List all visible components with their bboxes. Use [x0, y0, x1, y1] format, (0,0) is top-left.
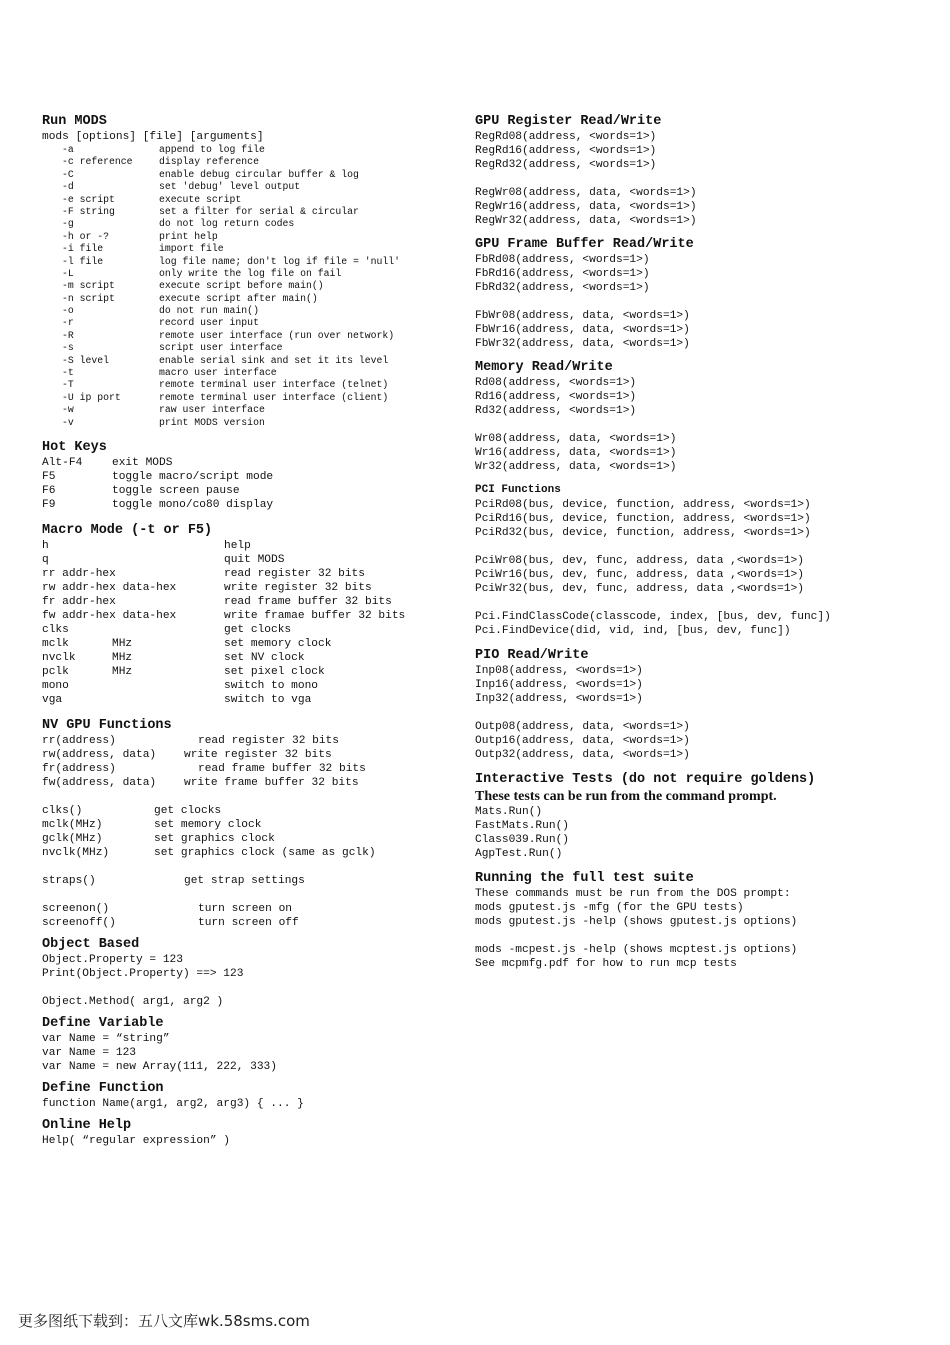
option-flag: -t: [62, 367, 74, 379]
option-flag: -s: [62, 342, 74, 354]
option-desc: set 'debug' level output: [159, 181, 301, 193]
option-desc: import file: [159, 243, 224, 255]
option-desc: append to log file: [159, 144, 265, 155]
nv-fn: rw(address, data): [42, 748, 157, 761]
nv-clock-list: [42, 804, 462, 860]
option-flag: -U ip port: [62, 391, 121, 403]
full-suite-section: [475, 870, 935, 971]
table-row: [42, 194, 462, 206]
nv-desc: set memory clock: [154, 818, 262, 831]
table-row: [42, 317, 462, 329]
option-desc: do not run main(): [159, 305, 259, 317]
table-row: [42, 832, 462, 846]
pci-section: [475, 482, 935, 638]
option-desc: enable serial sink and set it its level: [159, 354, 389, 366]
code-line: These commands must be run from the DOS prompt:: [475, 888, 791, 900]
object-based-section: [42, 936, 462, 1009]
footer-watermark: 更多图纸下载到：五八文库wk.58sms.com: [18, 1312, 310, 1330]
option-flag: -v: [62, 416, 74, 428]
code-line: Inp08(address, <words=1>): [475, 665, 643, 677]
define-function-section: [42, 1080, 462, 1111]
code-line: FbWr08(address, data, <words=1>): [475, 310, 690, 322]
full-suite-lines: [475, 887, 935, 971]
hot-keys-section: [42, 439, 462, 512]
section-title: Online Help: [42, 1117, 132, 1133]
table-row: [42, 355, 462, 367]
macro-desc: read register 32 bits: [224, 567, 365, 580]
option-flag: -a: [62, 144, 74, 155]
option-desc: remote terminal user interface (telnet): [159, 379, 389, 391]
option-flag: -c reference: [62, 156, 133, 168]
code-line: [475, 172, 935, 186]
code-line: Outp08(address, data, <words=1>): [475, 721, 690, 733]
hot-keys-list: [42, 456, 462, 512]
code-line: Outp16(address, data, <words=1>): [475, 735, 690, 747]
pci-lines: [475, 498, 935, 638]
section-title: GPU Frame Buffer Read/Write: [475, 237, 694, 252]
hot-key-desc: toggle macro/script mode: [112, 470, 274, 483]
nv-screen-list: [42, 902, 462, 930]
code-line: FbWr32(address, data, <words=1>): [475, 338, 690, 350]
code-line: Pci.FindClassCode(classcode, index, [bus, dev, func]): [475, 611, 831, 623]
code-line: FbWr16(address, data, <words=1>): [475, 324, 690, 336]
table-row: [42, 748, 462, 762]
macro-desc: write register 32 bits: [224, 581, 372, 594]
frame-buffer-lines: [475, 253, 935, 351]
table-row: [42, 280, 462, 292]
option-flag: -m script: [62, 280, 115, 292]
nv-fn: rr(address): [42, 734, 116, 747]
code-line: Mats.Run(): [475, 806, 543, 818]
macro-list: [42, 539, 462, 707]
table-row: [42, 268, 462, 280]
code-line: Rd32(address, <words=1>): [475, 405, 637, 417]
code-line: FastMats.Run(): [475, 820, 569, 832]
section-title: Run MODS: [42, 114, 107, 129]
code-line: [475, 418, 935, 432]
option-desc: execute script before main(): [159, 280, 324, 292]
macro-desc: write framae buffer 32 bits: [224, 609, 406, 622]
option-flag: -e script: [62, 193, 115, 205]
table-row: [42, 804, 462, 818]
table-row: [42, 567, 462, 581]
table-row: [42, 553, 462, 567]
macro-desc: set pixel clock: [224, 665, 325, 678]
code-line: function Name(arg1, arg2, arg3) { ... }: [42, 1097, 304, 1110]
memory-section: [475, 359, 935, 474]
table-row: [42, 637, 462, 651]
pio-section: [475, 647, 935, 762]
code-line: PciWr16(bus, dev, func, address, data ,<words=1>): [475, 569, 804, 581]
option-desc: execute script after main(): [159, 292, 318, 304]
option-desc: record user input: [159, 317, 259, 329]
table-row: [42, 392, 462, 404]
hot-key-desc: exit MODS: [112, 456, 173, 469]
gpu-frame-buffer-section: [475, 236, 935, 351]
table-row: [42, 581, 462, 595]
code-line: FbRd08(address, <words=1>): [475, 254, 650, 266]
code-line: Help( “regular expression” ): [42, 1134, 230, 1147]
macro-cmd: rw addr-hex data-hex: [42, 581, 177, 594]
code-line: RegWr32(address, data, <words=1>): [475, 215, 697, 227]
option-flag: -l file: [62, 255, 104, 267]
code-line: var Name = 123: [42, 1046, 136, 1059]
table-row: [42, 218, 462, 230]
code-line: [475, 540, 935, 554]
option-flag: -n script: [62, 292, 115, 304]
hot-key-desc: toggle mono/co80 display: [112, 498, 274, 511]
nv-desc: write register 32 bits: [184, 748, 332, 761]
code-line: [475, 706, 935, 720]
code-line: mods gputest.js -help (shows gputest.js options): [475, 916, 798, 928]
hot-key: F5: [42, 470, 56, 483]
option-flag: -r: [62, 317, 74, 329]
code-line: Inp32(address, <words=1>): [475, 693, 643, 705]
code-line: Wr32(address, data, <words=1>): [475, 461, 677, 473]
macro-mode-section: [42, 522, 462, 707]
nv-desc: turn screen off: [198, 916, 299, 929]
macro-cmd: fr addr-hex: [42, 595, 116, 608]
code-line: [42, 981, 462, 995]
table-row: [42, 776, 462, 790]
section-title: Macro Mode (-t or F5): [42, 522, 213, 538]
table-row: [42, 144, 462, 156]
table-row: [42, 456, 462, 470]
table-row: [42, 243, 462, 255]
nv-desc: read register 32 bits: [198, 734, 339, 747]
gpu-register-lines: [475, 130, 935, 228]
code-line: Wr16(address, data, <words=1>): [475, 447, 677, 459]
code-line: Print(Object.Property) ==> 123: [42, 967, 244, 980]
code-line: FbRd16(address, <words=1>): [475, 268, 650, 280]
nv-fn: clks(): [42, 804, 83, 817]
code-line: mods gputest.js -mfg (for the GPU tests): [475, 902, 744, 914]
section-title: PCI Functions: [475, 484, 561, 496]
table-row: [42, 379, 462, 391]
option-desc: do not log return codes: [159, 218, 295, 230]
macro-desc: switch to mono: [224, 679, 318, 692]
table-row: [42, 916, 462, 930]
table-row: [42, 498, 462, 512]
option-desc: display reference: [159, 156, 259, 168]
macro-cmd: nvclk: [42, 651, 76, 664]
option-flag: -C: [62, 168, 74, 180]
macro-cmd: mono: [42, 679, 69, 692]
option-desc: set a filter for serial & circular: [159, 205, 359, 217]
code-line: PciWr32(bus, dev, func, address, data ,<words=1>): [475, 583, 804, 595]
option-flag: -R: [62, 329, 74, 341]
code-line: [475, 596, 935, 610]
nv-fn: fr(address): [42, 762, 116, 775]
code-line: See mcpmfg.pdf for how to run mcp tests: [475, 958, 737, 970]
nv-desc: set graphics clock (same as gclk): [154, 846, 376, 859]
macro-desc: quit MODS: [224, 553, 285, 566]
macro-desc: set memory clock: [224, 637, 332, 650]
code-line: PciWr08(bus, dev, func, address, data ,<words=1>): [475, 555, 804, 567]
section-title: Hot Keys: [42, 439, 107, 455]
code-line: Object.Property = 123: [42, 953, 183, 966]
macro-cmd: q: [42, 553, 49, 566]
section-title: Define Function: [42, 1080, 164, 1096]
object-lines: [42, 953, 462, 1009]
option-desc: remote user interface (run over network): [159, 329, 395, 341]
memory-lines: [475, 376, 935, 474]
table-row: [42, 206, 462, 218]
table-row: [42, 169, 462, 181]
section-title: Memory Read/Write: [475, 360, 613, 375]
macro-cmd: rr addr-hex: [42, 567, 116, 580]
table-row: [42, 181, 462, 193]
option-flag: -S level: [62, 354, 110, 366]
option-flag: -i file: [62, 243, 104, 255]
table-row: [42, 470, 462, 484]
nv-desc: read frame buffer 32 bits: [198, 762, 366, 775]
section-title: GPU Register Read/Write: [475, 114, 662, 129]
run-mods-section: [42, 113, 462, 429]
section-title: Object Based: [42, 936, 140, 952]
code-line: PciRd08(bus, device, function, address, <words=1>): [475, 499, 811, 511]
table-row: [42, 156, 462, 168]
table-row: [42, 484, 462, 498]
code-line: Outp32(address, data, <words=1>): [475, 749, 690, 761]
table-row: [42, 609, 462, 623]
table-row: [42, 665, 462, 679]
nv-fn: fw(address, data): [42, 776, 157, 789]
table-row: [42, 539, 462, 553]
usage-line: mods [options] [file] [arguments]: [42, 131, 264, 143]
macro-desc: set NV clock: [224, 651, 305, 664]
code-line: [475, 929, 935, 943]
code-line: Pci.FindDevice(did, vid, ind, [bus, dev, func]): [475, 625, 791, 637]
option-flag: -o: [62, 305, 74, 317]
option-flag: -h or -?: [62, 230, 110, 242]
section-title: Define Variable: [42, 1015, 164, 1031]
section-title: PIO Read/Write: [475, 648, 589, 663]
hot-key-desc: toggle screen pause: [112, 484, 240, 497]
variable-lines: [42, 1032, 462, 1074]
table-row: [42, 734, 462, 748]
option-flag: -F string: [62, 205, 115, 217]
option-desc: only write the log file on fail: [159, 267, 342, 279]
nv-desc: set graphics clock: [154, 832, 275, 845]
code-line: Wr08(address, data, <words=1>): [475, 433, 677, 445]
table-row: [42, 846, 462, 860]
option-desc: raw user interface: [159, 404, 265, 416]
option-desc: enable debug circular buffer & log: [159, 168, 359, 180]
section-title: NV GPU Functions: [42, 717, 172, 733]
nv-desc: turn screen on: [198, 902, 292, 915]
nv-fn: screenoff(): [42, 916, 116, 929]
macro-cmd: h: [42, 539, 49, 552]
option-flag: -L: [62, 267, 74, 279]
macro-arg: MHz: [112, 665, 133, 678]
table-row: [42, 417, 462, 429]
code-line: RegRd16(address, <words=1>): [475, 145, 657, 157]
nv-fn: screenon(): [42, 902, 110, 915]
option-flag: -d: [62, 181, 74, 193]
section-subtitle: These tests can be run from the command prompt.: [475, 789, 777, 804]
code-line: var Name = new Array(111, 222, 333): [42, 1060, 277, 1073]
table-row: [42, 623, 462, 637]
option-desc: print MODS version: [159, 416, 265, 428]
code-line: Rd08(address, <words=1>): [475, 377, 637, 389]
code-line: var Name = “string”: [42, 1032, 170, 1045]
hot-key: Alt-F4: [42, 456, 83, 469]
table-row: [42, 693, 462, 707]
code-line: RegRd32(address, <words=1>): [475, 159, 657, 171]
hot-key: F6: [42, 484, 56, 497]
macro-arg: MHz: [112, 637, 133, 650]
function-lines: [42, 1097, 462, 1111]
code-line: RegRd08(address, <words=1>): [475, 131, 657, 143]
macro-desc: get clocks: [224, 623, 292, 636]
macro-arg: MHz: [112, 651, 133, 664]
hot-key: F9: [42, 498, 56, 511]
online-help-section: [42, 1117, 462, 1148]
table-row: [42, 367, 462, 379]
table-row: [42, 342, 462, 354]
option-desc: script user interface: [159, 342, 283, 354]
macro-desc: switch to vga: [224, 693, 312, 706]
pio-lines: [475, 664, 935, 762]
code-line: FbRd32(address, <words=1>): [475, 282, 650, 294]
nv-gpu-section: [42, 717, 462, 930]
table-row: [42, 762, 462, 776]
option-flag: -g: [62, 218, 74, 230]
code-line: mods -mcpest.js -help (shows mcptest.js options): [475, 944, 798, 956]
option-desc: log file name; don't log if file = 'null': [159, 255, 401, 267]
macro-desc: help: [224, 539, 251, 552]
table-row: [42, 595, 462, 609]
table-row: [42, 256, 462, 268]
option-desc: print help: [159, 230, 218, 242]
table-row: [42, 293, 462, 305]
section-title: Interactive Tests (do not require goldens): [475, 772, 816, 787]
macro-cmd: mclk: [42, 637, 69, 650]
help-lines: [42, 1134, 462, 1148]
macro-desc: read frame buffer 32 bits: [224, 595, 392, 608]
code-line: RegWr08(address, data, <words=1>): [475, 187, 697, 199]
nv-fn: nvclk(MHz): [42, 846, 110, 859]
section-title: Running the full test suite: [475, 871, 694, 886]
option-desc: execute script: [159, 193, 242, 205]
nv-desc: write frame buffer 32 bits: [184, 776, 359, 789]
code-line: Rd16(address, <words=1>): [475, 391, 637, 403]
right-column: [475, 113, 935, 971]
table-row: [42, 902, 462, 916]
define-variable-section: [42, 1015, 462, 1074]
table-row: [42, 404, 462, 416]
table-row: [42, 651, 462, 665]
code-line: [475, 295, 935, 309]
table-row: [42, 305, 462, 317]
option-flag: -w: [62, 404, 74, 416]
macro-cmd: clks: [42, 623, 69, 636]
macro-cmd: fw addr-hex data-hex: [42, 609, 177, 622]
table-row: [42, 330, 462, 342]
option-flag: -T: [62, 379, 74, 391]
code-line: PciRd16(bus, device, function, address, <words=1>): [475, 513, 811, 525]
code-line: Object.Method( arg1, arg2 ): [42, 995, 224, 1008]
interactive-tests-section: [475, 771, 935, 861]
code-line: Inp16(address, <words=1>): [475, 679, 643, 691]
code-line: PciRd32(bus, device, function, address, <words=1>): [475, 527, 811, 539]
left-column: [42, 113, 462, 1148]
code-line: RegWr16(address, data, <words=1>): [475, 201, 697, 213]
gpu-register-section: [475, 113, 935, 228]
macro-cmd: vga: [42, 693, 63, 706]
table-row: [42, 818, 462, 832]
code-line: Class039.Run(): [475, 834, 569, 846]
table-row: [42, 231, 462, 243]
option-desc: remote terminal user interface (client): [159, 391, 389, 403]
option-desc: macro user interface: [159, 367, 277, 379]
straps-line: straps() get strap settings: [42, 874, 305, 887]
interactive-lines: [475, 805, 935, 861]
nv-register-list: [42, 734, 462, 790]
options-list: [42, 144, 462, 429]
code-line: AgpTest.Run(): [475, 848, 563, 860]
table-row: [42, 679, 462, 693]
nv-fn: gclk(MHz): [42, 832, 103, 845]
nv-fn: mclk(MHz): [42, 818, 103, 831]
macro-cmd: pclk: [42, 665, 69, 678]
nv-desc: get clocks: [154, 804, 222, 817]
